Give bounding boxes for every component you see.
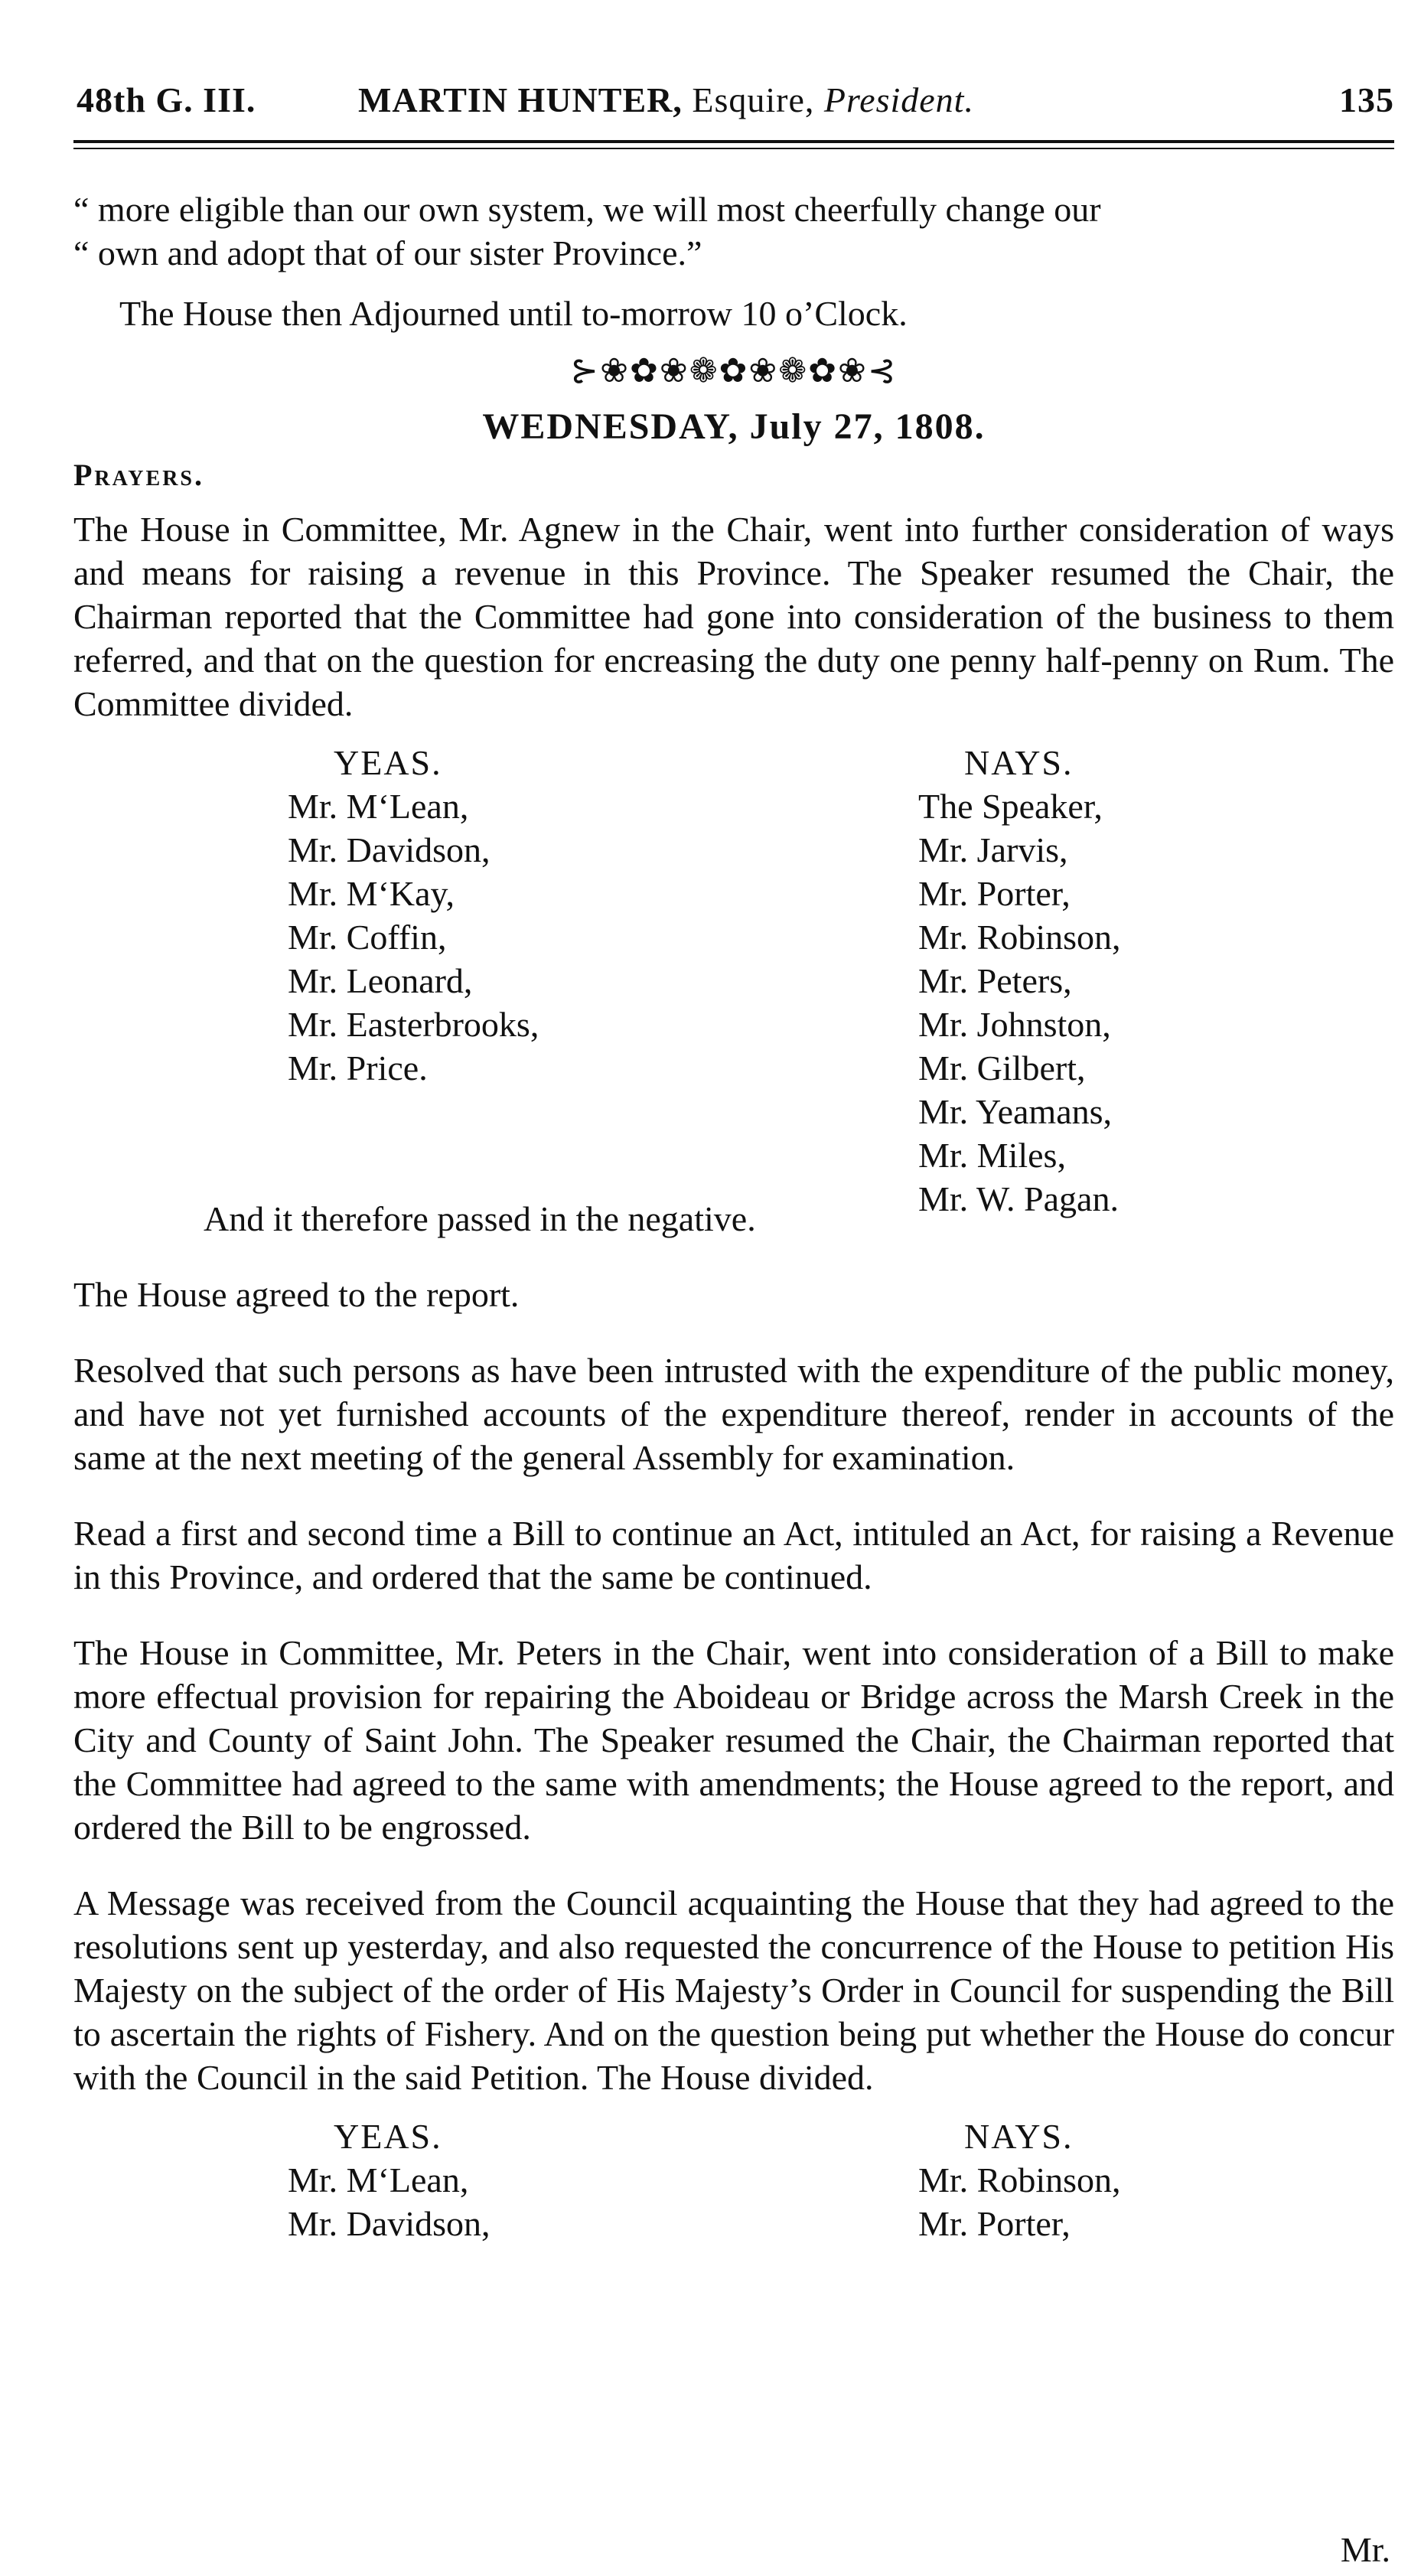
division-list-1 (73, 741, 1394, 1218)
paragraph-council-message: A Message was received from the Council acquainting the House that they had agreed to the resolutions sent up yesterday, and also requested the concurrence of the House to petition His Majesty on the subject of the order of His Majesty’s Order in Council for suspending the Bill to ascertain the rights of Fishery. And on the question being put whether the House do concur with the Council in the said Petition. The House divided. (73, 1883, 1394, 2097)
regnal-year: 48th G. III. (77, 80, 256, 119)
yeas-column-2 (288, 2115, 491, 2245)
nay-member: Mr. Miles, (918, 1136, 1066, 1175)
header-title-role: President. (823, 80, 974, 119)
paragraph-resolution-accounts: Resolved that such persons as have been intrusted with the expenditure of the public money, and have not yet furnished accounts of the expenditure thereof, render in accounts of the same at the next meeting of the general Assembly for examination. (73, 1351, 1394, 1477)
yea-member: Mr. Davidson, (288, 2204, 491, 2243)
nay-member: Mr. Porter, (918, 2204, 1071, 2243)
session-date: WEDNESDAY, July 27, 1808. (482, 406, 986, 447)
nay-member: Mr. Porter, (918, 874, 1071, 913)
nay-member: The Speaker, (918, 787, 1103, 826)
nays-column-1 (918, 741, 1121, 1221)
page-number: 135 (1339, 80, 1394, 119)
header-title-rest: Esquire, (682, 80, 824, 119)
nay-member: Mr. Gilbert, (918, 1048, 1086, 1087)
yeas-column-1 (288, 741, 539, 1090)
paragraph-aboideau-bill: The House in Committee, Mr. Peters in the Chair, went into consideration of a Bill to make more effectual provision for repairing the Aboideau or Bridge across the Marsh Creek in the City and County of Saint John. The Speaker resumed the Chair, the Chairman reported that the Committee had agreed to the same with amendments; the House agreed to the report, and ordered the Bill to be engrossed. (73, 1633, 1394, 1847)
catchword: Mr. (1340, 2530, 1390, 2569)
nay-member: Mr. Robinson, (918, 918, 1121, 957)
nay-member: Mr. Robinson, (918, 2160, 1121, 2199)
yea-member: Mr. M‘Kay, (288, 874, 455, 913)
nay-member: Mr. Peters, (918, 961, 1072, 1000)
paragraph-revenue-bill: Read a first and second time a Bill to continue an Act, intituled an Act, for raising a Revenue in this Province, and ordered that the same be continued. (73, 1514, 1394, 1596)
yea-member: Mr. M‘Lean, (288, 787, 469, 826)
yea-member: Mr. Easterbrooks, (288, 1005, 539, 1044)
nay-member: Mr. W. Pagan. (918, 1179, 1119, 1218)
nays-heading: NAYS. (964, 2117, 1074, 2156)
quote-line-2: “ own and adopt that of our sister Province.” (73, 233, 702, 272)
adjournment-line: The House then Adjourned until to-morrow 10 o’Clock. (119, 294, 908, 333)
paragraph-committee-revenue: The House in Committee, Mr. Agnew in the Chair, went into further consideration of ways and means for raising a revenue in this Province. The Speaker resumed the Chair, the Chairman reported that the Committee had gone into consideration of the business to them referred, and that on the question for encreasing the duty one penny half-penny on Rum. The Committee divided. (73, 510, 1394, 723)
yea-member: Mr. Leonard, (288, 961, 473, 1000)
division-list-2 (73, 2115, 1394, 2245)
nays-heading: NAYS. (964, 743, 1074, 782)
header-title (358, 80, 974, 120)
quote-line-1: “ more eligible than our own system, we will most cheerfully change our (73, 190, 1101, 229)
yea-member: Mr. Coffin, (288, 918, 447, 957)
yeas-heading: YEAS. (334, 743, 442, 782)
running-header (73, 70, 1394, 132)
prayers-heading: Prayers. (73, 458, 204, 492)
nay-member: Mr. Yeamans, (918, 1092, 1113, 1131)
nay-member: Mr. Johnston, (918, 1005, 1111, 1044)
ornamental-divider: ⊱❀✿❀❁✿❀❁✿❀⊰ (570, 352, 898, 390)
nays-column-2 (918, 2115, 1121, 2245)
yea-member: Mr. M‘Lean, (288, 2160, 469, 2199)
header-rule-thin (73, 148, 1394, 149)
page-body (73, 187, 1394, 2245)
yeas-heading: YEAS. (334, 2117, 442, 2156)
nay-member: Mr. Jarvis, (918, 830, 1068, 869)
paragraph-report-agreed: The House agreed to the report. (73, 1275, 520, 1314)
yea-member: Mr. Davidson, (288, 830, 491, 869)
yea-member: Mr. Price. (288, 1048, 428, 1087)
header-rule-thick (73, 140, 1394, 143)
header-title-name: MARTIN HUNTER, (358, 80, 683, 119)
vote-result: And it therefore passed in the negative. (204, 1199, 756, 1238)
